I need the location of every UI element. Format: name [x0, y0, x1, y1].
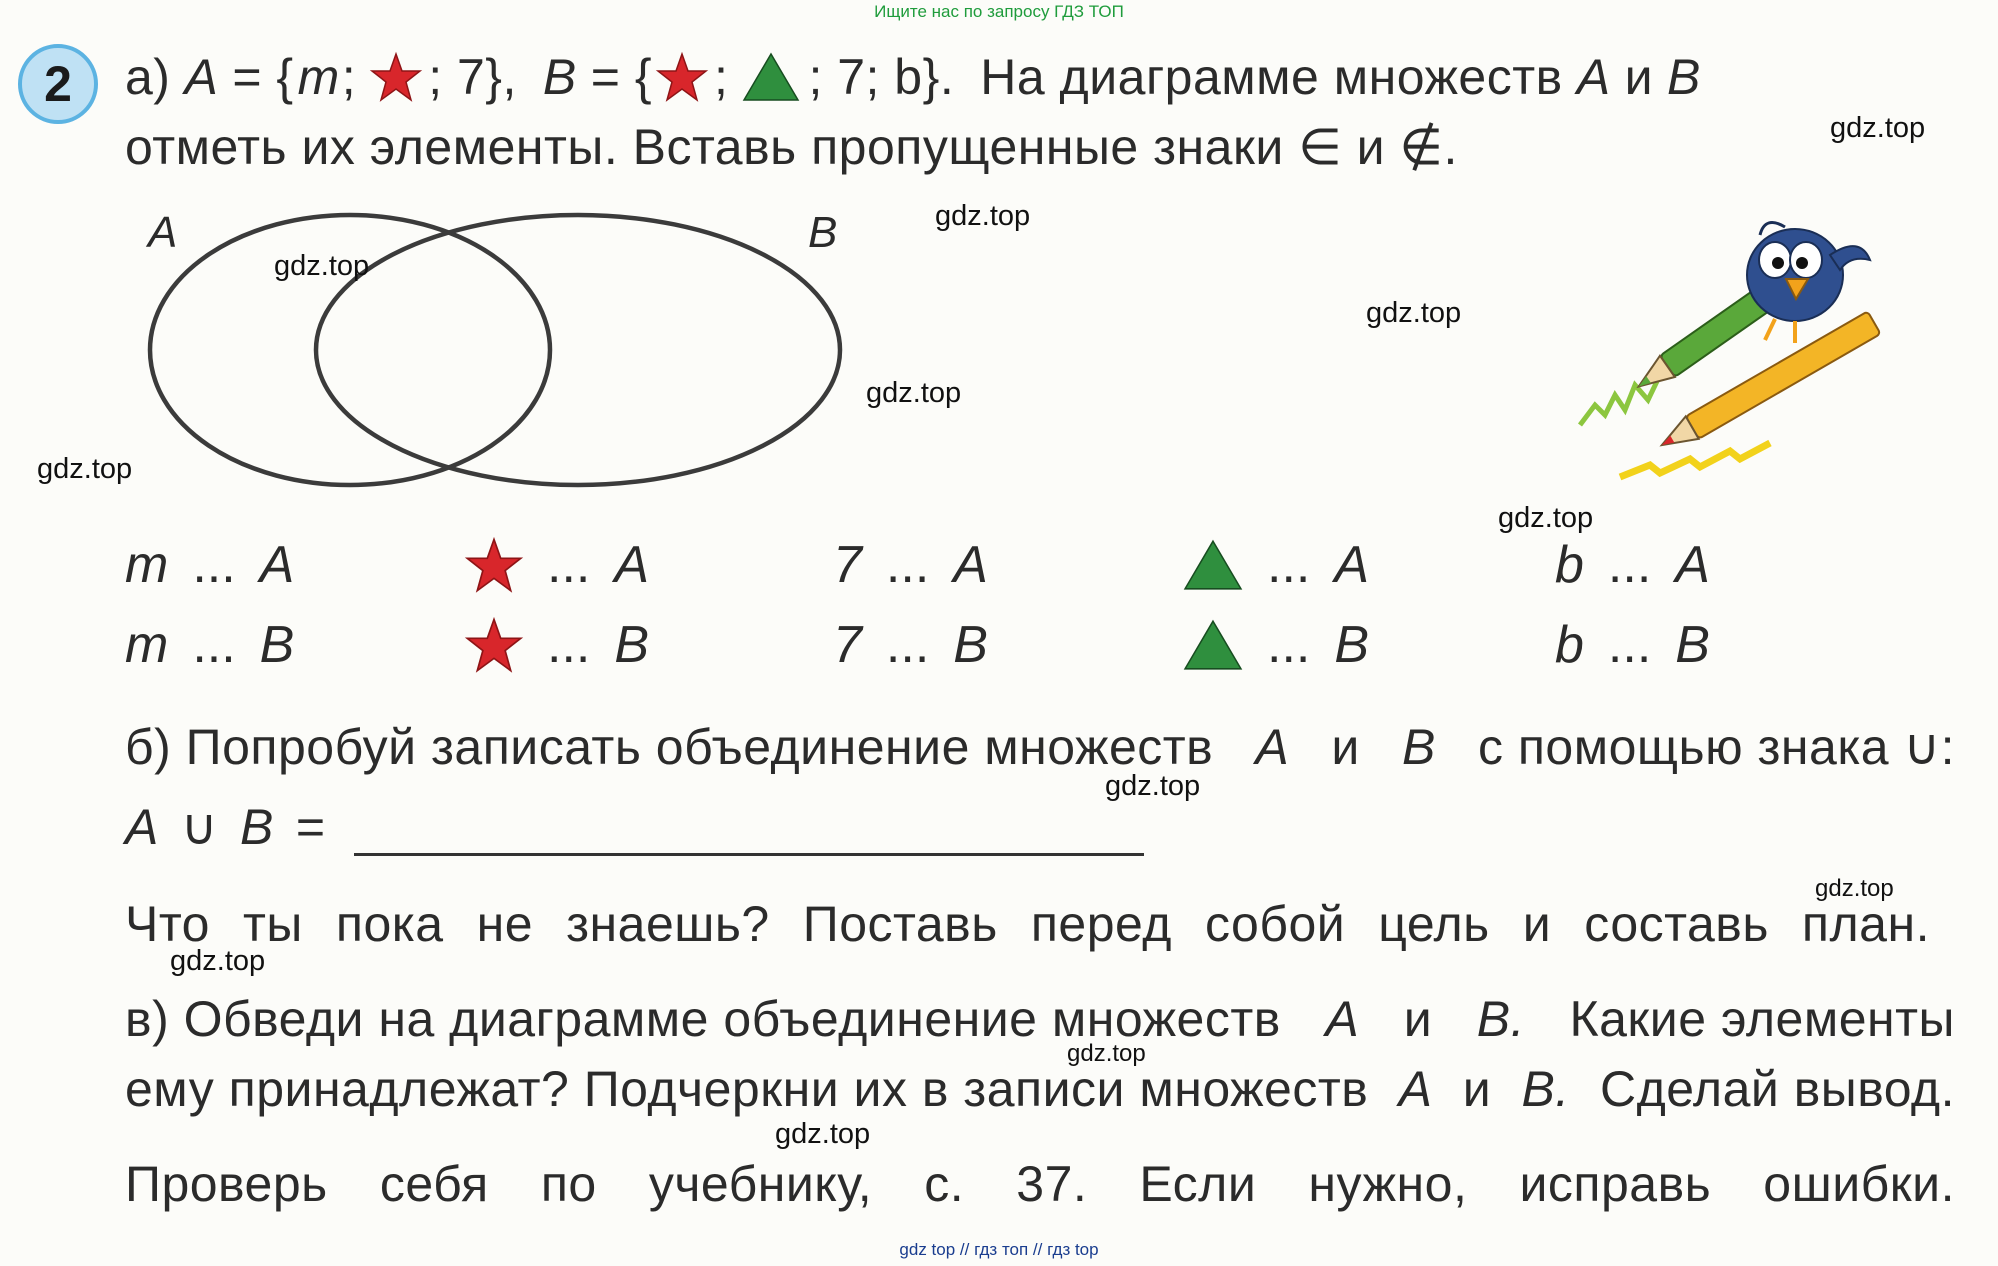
- membership-row-b: [125, 615, 1745, 695]
- blank-sign: ...: [1267, 616, 1311, 674]
- blank-sign: ...: [547, 616, 591, 674]
- star-icon: [465, 537, 523, 593]
- task-c-B2: B.: [1521, 1061, 1570, 1117]
- membership-item[interactable]: [1183, 535, 1369, 595]
- set-b-open: = {: [590, 49, 653, 105]
- watermark: gdz.top: [775, 1118, 871, 1150]
- formula-eq: =: [295, 799, 326, 855]
- watermark: gdz.top: [37, 453, 133, 485]
- star-icon: [465, 617, 523, 673]
- set-name: B: [614, 616, 650, 674]
- triangle-icon: [742, 52, 800, 102]
- task-b-line: [125, 718, 1955, 776]
- set-name: A: [953, 536, 988, 594]
- set-name: A: [614, 536, 650, 594]
- set-name: A: [1334, 536, 1370, 594]
- watermark: gdz.top: [274, 250, 370, 282]
- set-a-open: = {: [232, 49, 294, 105]
- task-c-line1: [125, 990, 1955, 1048]
- task-c-line2: [125, 1060, 1955, 1118]
- task-b-text-post: с помощью знака ∪:: [1477, 719, 1955, 775]
- union-formula: [125, 798, 1144, 856]
- set-b-sep: ;: [714, 49, 729, 105]
- membership-item[interactable]: [465, 615, 649, 675]
- membership-grid: [125, 535, 1745, 695]
- task-c-A1: A: [1325, 991, 1360, 1047]
- check-text: Проверь себя по учебнику, с. 37. Если нужно, исправь ошибки.: [125, 1156, 1955, 1212]
- blank-sign: ...: [192, 536, 236, 594]
- watermark: gdz.top: [866, 377, 962, 409]
- task-a-line1: а) A = { m ; ; 7}, B = { ; ; 7; b}. На диаграмме множеств A и B: [125, 49, 1701, 105]
- task-number-badge: 2: [18, 44, 98, 124]
- watermark: gdz.top: [1366, 297, 1462, 329]
- membership-item[interactable]: [465, 535, 649, 595]
- formula-A: A: [125, 799, 159, 855]
- watermark: gdz.top: [1498, 502, 1594, 534]
- membership-item[interactable]: [1183, 615, 1369, 675]
- element-symbol: b: [1555, 536, 1584, 594]
- diagram-label-b: B: [808, 208, 838, 257]
- task-c-post1: Какие элементы: [1569, 991, 1955, 1047]
- task-a-line1-text: На диаграмме множеств: [980, 49, 1563, 105]
- watermark: gdz.top: [170, 945, 266, 977]
- blank-sign: ...: [1267, 536, 1311, 594]
- membership-item[interactable]: [1555, 615, 1710, 675]
- task-b-and: и: [1331, 719, 1360, 775]
- blank-sign: ...: [1607, 616, 1652, 674]
- task-c-A2: A: [1398, 1061, 1433, 1117]
- task-a-line1-A: A: [1576, 49, 1611, 105]
- task-b-B: B: [1401, 719, 1436, 775]
- task-c-and1: и: [1403, 991, 1433, 1047]
- watermark: gdz.top: [1067, 1040, 1146, 1067]
- membership-item[interactable]: [125, 615, 294, 675]
- element-symbol: 7: [833, 536, 862, 594]
- set-a-label: A: [184, 49, 219, 105]
- goal-text: Что ты пока не знаешь? Поставь перед собой цель и составь план.: [125, 896, 1930, 952]
- set-b-rest: ; 7; b}.: [808, 49, 955, 105]
- task-a-prefix: а): [125, 49, 171, 105]
- task-c-text1: в) Обведи на диаграмме объединение множеств: [125, 991, 1281, 1047]
- membership-item[interactable]: [833, 535, 988, 595]
- blank-sign: ...: [1607, 536, 1652, 594]
- set-b-label: B: [542, 49, 577, 105]
- blank-sign: ...: [547, 536, 591, 594]
- set-b-ellipse: [316, 215, 840, 485]
- star-icon: [656, 52, 708, 102]
- watermark: gdz.top: [1830, 112, 1926, 144]
- element-symbol: m: [125, 616, 169, 674]
- element-symbol: m: [125, 536, 169, 594]
- footer-note: gdz top // гдз топ // гдз top: [899, 1240, 1099, 1259]
- triangle-icon: [1183, 618, 1243, 672]
- task-c-text2: ему принадлежат? Подчеркни их в записи множеств: [125, 1061, 1369, 1117]
- task-a-line1-and: и: [1624, 49, 1653, 105]
- set-name: A: [259, 536, 295, 594]
- watermark: gdz.top: [935, 200, 1031, 232]
- task-b-text: б) Попробуй записать объединение множеств: [125, 719, 1214, 775]
- triangle-icon: [1183, 538, 1243, 592]
- task-c-B1: B.: [1476, 991, 1525, 1047]
- membership-row-a: [125, 535, 1745, 615]
- blank-sign: ...: [192, 616, 236, 674]
- task-a-line1-B: B: [1667, 49, 1701, 105]
- watermark: gdz.top: [1105, 770, 1201, 802]
- union-answer-blank[interactable]: [354, 807, 1144, 856]
- set-a-m: m: [297, 49, 340, 105]
- task-c-post2: Сделай вывод.: [1599, 1061, 1955, 1117]
- set-name: B: [259, 616, 295, 674]
- header-note: Ищите нас по запросу ГДЗ ТОП: [874, 2, 1124, 21]
- watermark: gdz.top: [1815, 875, 1894, 902]
- set-name: B: [953, 616, 988, 674]
- venn-diagram: [140, 200, 860, 500]
- bird-with-pencils-illustration: [1560, 215, 1930, 485]
- task-a-line2: отметь их элементы. Вставь пропущенные знаки ∈ и ∉.: [125, 119, 1458, 175]
- set-name: B: [1675, 616, 1710, 674]
- task-b-A: A: [1255, 719, 1290, 775]
- task-c-and2: и: [1462, 1061, 1492, 1117]
- membership-item[interactable]: [833, 615, 988, 675]
- set-name: A: [1675, 536, 1710, 594]
- formula-B: B: [239, 799, 274, 855]
- blank-sign: ...: [885, 616, 930, 674]
- element-symbol: b: [1555, 616, 1584, 674]
- blank-sign: ...: [885, 536, 930, 594]
- set-name: B: [1334, 616, 1370, 674]
- membership-item[interactable]: [125, 535, 294, 595]
- membership-item[interactable]: [1555, 535, 1710, 595]
- star-icon: [370, 52, 422, 102]
- formula-union: ∪: [180, 799, 218, 855]
- set-a-rest: ; 7},: [428, 49, 517, 105]
- element-symbol: 7: [833, 616, 862, 674]
- diagram-label-a: A: [148, 208, 178, 257]
